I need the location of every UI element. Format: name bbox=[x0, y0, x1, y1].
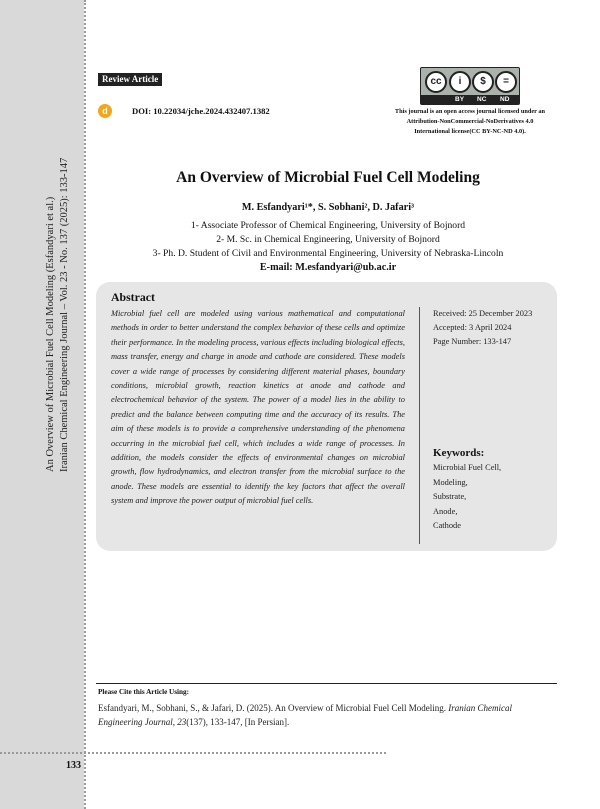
side-dotted-rule bbox=[84, 0, 86, 809]
by-attribution-icon: i bbox=[449, 71, 471, 93]
affiliation-2: 2- M. Sc. in Chemical Engineering, University of Bojnord bbox=[216, 234, 440, 245]
cc-nc-label: NC bbox=[477, 96, 487, 103]
citation-authors-title: Esfandyari, M., Sobhani, S., & Jafari, D. (2025). An Overview of Microbial Fuel Cell Modeling. bbox=[98, 703, 449, 713]
running-header-title: An Overview of Microbial Fuel Cell Modeling (Esfandyari et al.) bbox=[45, 196, 56, 472]
citation-journal: Iranian Chemical Engineering Journal bbox=[98, 703, 512, 727]
citation-volume: 23 bbox=[177, 717, 187, 727]
license-line-3: International license(CC BY-NC-ND 4.0). bbox=[414, 128, 526, 135]
affiliation-3: 3- Ph. D. Student of Civil and Environmental Engineering, University of Nebraska-Lincoln bbox=[152, 248, 504, 259]
cc-by-label: BY bbox=[455, 96, 465, 103]
abstract-heading: Abstract bbox=[111, 290, 155, 304]
citation-text bbox=[98, 701, 558, 729]
cc-icon: cc bbox=[425, 71, 447, 93]
license-line-2: Attribution-NonCommercial-NoDerivatives 4.0 bbox=[406, 118, 534, 125]
doi-link[interactable]: DOI: 10.22034/jche.2024.432407.1382 bbox=[132, 106, 270, 116]
license-line-1: This journal is an open access journal licensed under an bbox=[394, 108, 546, 115]
keyword-item: Microbial Fuel Cell, bbox=[433, 463, 502, 472]
page-number: 133 bbox=[66, 760, 81, 771]
affiliation-1: 1- Associate Professor of Chemical Engineering, University of Bojnord bbox=[190, 220, 466, 231]
citation-rule bbox=[96, 683, 557, 684]
footer-dotted-rule bbox=[0, 752, 386, 754]
noncommercial-icon: $ bbox=[472, 71, 494, 93]
abstract-divider bbox=[419, 307, 420, 544]
cc-nd-label: ND bbox=[500, 96, 510, 103]
citation-issue-pages: (137), 133-147, [In Persian]. bbox=[186, 717, 290, 727]
article-type-label: Review Article bbox=[98, 73, 162, 86]
accepted-date: Accepted: 3 April 2024 bbox=[433, 323, 512, 332]
received-date: Received: 25 December 2023 bbox=[433, 309, 533, 318]
running-header-journal: Iranian Chemical Engineering Journal – Vol. 23 - No. 137 (2025): 133-147 bbox=[59, 157, 70, 472]
keywords-list bbox=[433, 461, 501, 534]
keyword-item: Cathode bbox=[433, 521, 461, 530]
running-header-vertical bbox=[44, 0, 72, 809]
keyword-item: Substrate, bbox=[433, 492, 467, 501]
author-list: M. Esfandyari¹*, S. Sobhani², D. Jafari³ bbox=[241, 202, 415, 213]
keywords-heading: Keywords: bbox=[433, 447, 485, 459]
cc-license-icon[interactable] bbox=[420, 67, 520, 105]
doi-icon: d bbox=[98, 104, 112, 118]
citation-sep: , bbox=[172, 717, 178, 727]
abstract-text: Microbial fuel cell are modeled using various mathematical and computational methods in order to better understand the complex behavior of these cells and optimize their performance. In the modeling process, various effects including biological effects, mass transfer, energy and charge in anode and cathode are considered. These models cover a wide range of processes by considering different material phases, boundary conditions, microbial growth, reaction kinetics at anode and cathode and electrochemical behavior of the system. The power of a model lies in the ability to predict and the balance between computing time and the accuracy of its results. The aim of these models is to provide a comprehensive understanding of the phenomena occurring in the microbial fuel cell, which includes a wide range of processes. In addition, the models consider the effects of environmental changes on microbial growth, flow hydrodynamics, and electron transfer from the microbial surface to the anode. These models are essential to identify the key factors that affect the overall system and improve the power output of microbial fuel cells. bbox=[111, 309, 405, 506]
paper-title: An Overview of Microbial Fuel Cell Modeling bbox=[176, 169, 480, 186]
license-notice bbox=[376, 107, 564, 137]
citation-label: Please Cite this Article Using: bbox=[98, 688, 190, 696]
noderivatives-icon: = bbox=[495, 71, 517, 93]
keyword-item: Anode, bbox=[433, 506, 458, 516]
page-range: Page Number: 133-147 bbox=[433, 337, 512, 346]
keyword-item: Modeling, bbox=[433, 477, 468, 487]
corresponding-email[interactable]: E-mail: M.esfandyari@ub.ac.ir bbox=[259, 262, 397, 273]
